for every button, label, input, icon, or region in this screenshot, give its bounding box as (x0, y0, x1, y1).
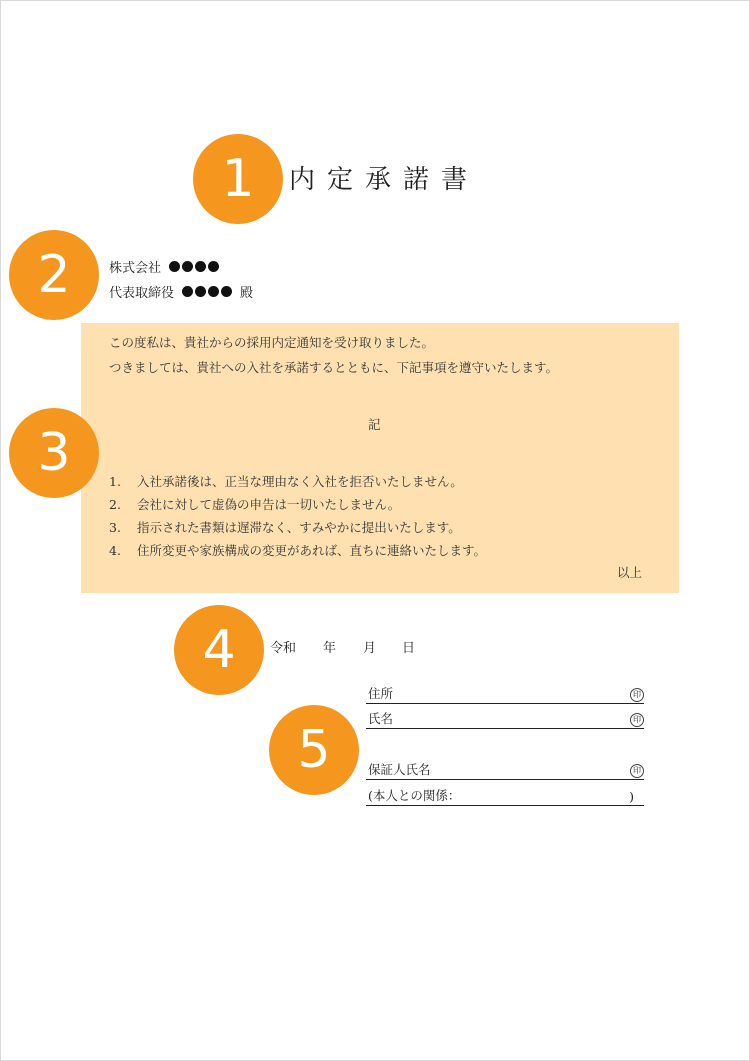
company-prefix: 株式会社 (109, 261, 162, 276)
company-line (109, 257, 219, 276)
seal-mark: 印 (630, 713, 644, 727)
badge-2: 2 (9, 230, 99, 320)
date-day: 日 (402, 641, 416, 656)
representative-line (109, 282, 253, 301)
list-item-number: 1. (109, 474, 121, 489)
name-label: 氏名 (368, 711, 394, 726)
date-year: 年 (323, 641, 337, 656)
document-title: 内定承諾書 (289, 165, 480, 195)
list-item-text: 入社承諾後は、正当な理由なく入社を拒否いたしません。 (137, 474, 463, 489)
relation-close: ) (629, 789, 634, 804)
list-item (109, 495, 400, 513)
honorific: 殿 (240, 286, 254, 301)
date-month: 月 (363, 641, 377, 656)
address-field[interactable] (366, 685, 644, 704)
badge-3: 3 (9, 408, 99, 498)
company-name-mask (169, 261, 219, 272)
body-line-1: この度私は、貴社からの採用内定通知を受け取りました。 (109, 335, 435, 350)
list-item-number: 4. (109, 543, 121, 558)
badge-5: 5 (269, 705, 359, 795)
body-line-2: つきましては、貴社への入社を承諾するとともに、下記事項を遵守いたします。 (109, 360, 559, 375)
seal-mark: 印 (630, 688, 644, 702)
list-item (109, 472, 463, 490)
body-panel (81, 323, 679, 593)
list-item (109, 518, 461, 536)
list-item-text: 住所変更や家族構成の変更があれば、直ちに連絡いたします。 (137, 543, 487, 558)
list-item-number: 2. (109, 497, 121, 512)
list-item-text: 会社に対して虚偽の申告は一切いたしません。 (137, 497, 401, 512)
name-field[interactable] (366, 710, 644, 729)
list-item-text: 指示された書類は遅滞なく、すみやかに提出いたします。 (137, 520, 461, 535)
guarantor-label: 保証人氏名 (368, 762, 431, 777)
relation-open: (本人との関係： (368, 788, 461, 803)
date-era: 令和 (270, 641, 297, 656)
seal-mark: 印 (630, 764, 644, 778)
relation-field[interactable] (366, 787, 644, 806)
rep-name-mask (182, 286, 232, 297)
badge-4: 4 (174, 605, 264, 695)
guarantor-field[interactable] (366, 761, 644, 780)
list-item (109, 541, 486, 559)
address-label: 住所 (368, 686, 394, 701)
list-item-number: 3. (109, 520, 121, 535)
ki-heading: 記 (368, 417, 381, 432)
badge-1: 1 (193, 134, 283, 224)
closing-text: 以上 (617, 565, 643, 580)
rep-prefix: 代表取締役 (109, 286, 175, 301)
